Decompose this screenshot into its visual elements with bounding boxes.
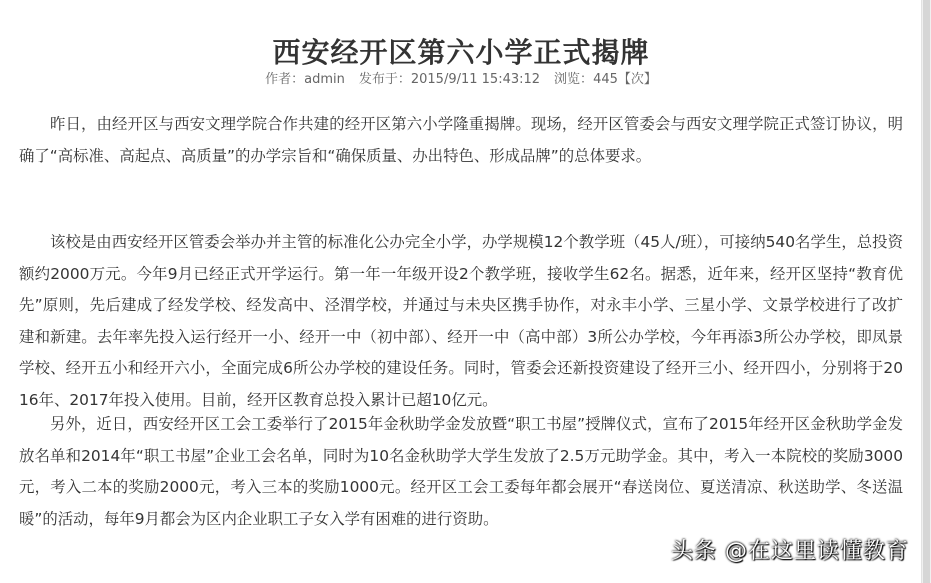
article-title: 西安经开区第六小学正式揭牌 xyxy=(272,35,650,69)
article-paragraph: 昨日，由经开区与西安文理学院合作共建的经开区第六小学隆重揭牌。现场，经开区管委会与西安文理学院正式签订协议，明确了“高标准、高起点、高质量”的办学宗旨和“确保质量、办出特色、形成品牌”的总体要求。 xyxy=(19,115,903,165)
views-count: 445【次】 xyxy=(593,72,657,87)
article-paragraph: 另外，近日，西安经开区工会工委举行了2015年金秋助学金发放暨“职工书屋”授牌仪式，宣布了2015年经开区金秋助学金发放名单和2014年“职工书屋”企业工会名单，同时为10名金秋助学大学生发放了2.5万元助学金。其中，考入一本院校的奖励3000元，考入二本的奖励2000元，考入三本的奖励1000元。经开区工会工委每年都会展开“春送岗位、夏送清凉、秋送助学、冬送温暖”的活动，每年9月都会为区内企业职工子女入学有困难的进行资助。 xyxy=(19,415,903,528)
watermark: 头条 @在这里读懂教育 xyxy=(671,539,909,564)
author-label: 作者： xyxy=(265,72,305,87)
scrollbar-thumb[interactable] xyxy=(923,0,930,583)
article-paragraph: 该校是由西安经开区管委会举办并主管的标准化公办完全小学，办学规模12个教学班（45人/班），可接纳540名学生，总投资额约2000万元。今年9月已经正式开学运行。第一年一年级开设2个教学班，接收学生62名。据悉，近年来，经开区坚持“教育优先”原则，先后建成了经发学校、经发高中、泾渭学校，并通过与未央区携手协作，对永丰小学、三星小学、文景学校进行了改扩建和新建。去年率先投入运行经开一小、经开一中（初中部）、经开一中（高中部）3所公办学校，今年再添3所公办学校，即凤景学校、经开五小和经开六小，全面完成6所公办学校的建设任务。同时，管委会还新投资建设了经开三小、经开四小，分别将于2016年、2017年投入使用。目前，经开区教育总投入累计已超10亿元。 xyxy=(19,233,903,409)
vertical-scrollbar[interactable] xyxy=(921,0,931,583)
views-label: 浏览： xyxy=(554,72,594,87)
published-date: 2015/9/11 15:43:12 xyxy=(410,72,541,87)
author-name: admin xyxy=(304,72,345,87)
article-meta xyxy=(0,70,922,90)
published-label: 发布于： xyxy=(358,72,411,87)
